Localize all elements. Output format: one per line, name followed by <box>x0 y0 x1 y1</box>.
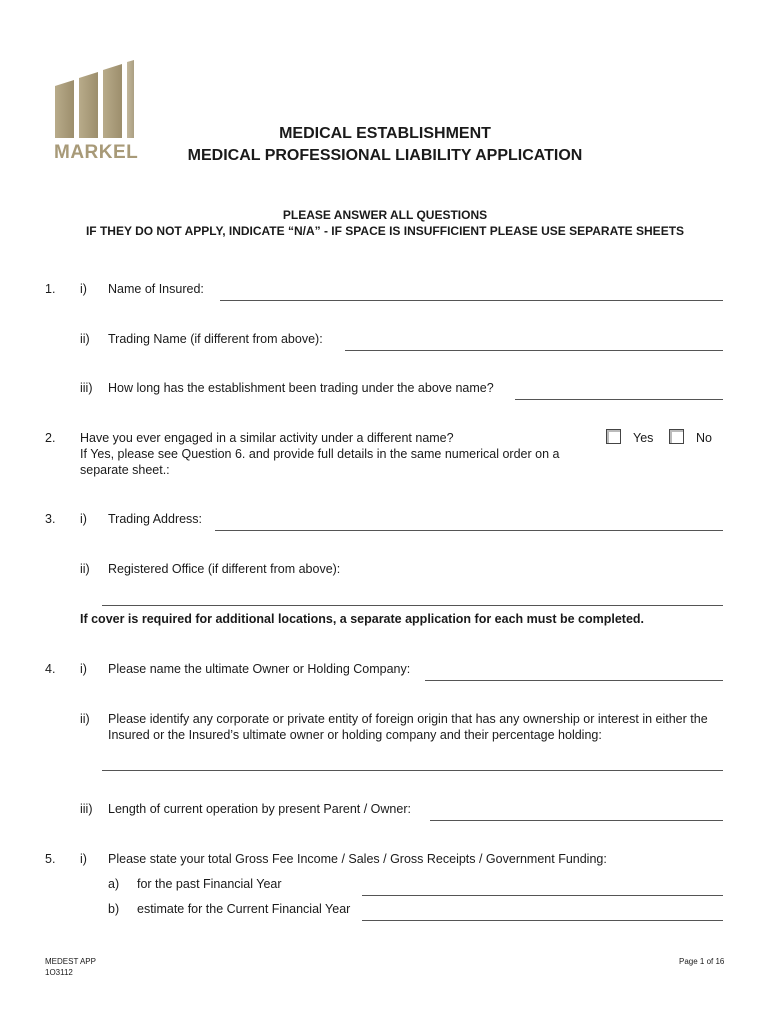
q4-ii-number: ii) <box>80 712 90 726</box>
q3-i-number: i) <box>80 512 87 526</box>
footer-code-2: 1O3112 <box>45 968 73 977</box>
q4-number: 4. <box>45 662 56 676</box>
q4-i-number: i) <box>80 662 87 676</box>
ultimate-owner-field[interactable] <box>425 680 723 681</box>
q5-b-label: estimate for the Current Financial Year <box>137 902 351 916</box>
page-number: Page 1 of 16 <box>679 957 725 966</box>
q4-i-label: Please name the ultimate Owner or Holding Company: <box>108 662 411 676</box>
q5-b-number: b) <box>108 902 120 916</box>
current-financial-year-field[interactable] <box>362 920 723 921</box>
trading-name-field[interactable] <box>345 350 723 351</box>
q2-no-label: No <box>696 431 712 445</box>
q2-line-2: If Yes, please see Question 6. and provide full details in the same numerical order on a <box>80 447 560 461</box>
q1-i-number: i) <box>80 282 87 296</box>
q4-iii-label: Length of current operation by present Parent / Owner: <box>108 802 411 816</box>
q1-number: 1. <box>45 282 56 296</box>
q4-ii-line-2: Insured or the Insured’s ultimate owner or holding company and their percentage holding: <box>108 728 602 742</box>
q2-yes-label: Yes <box>633 431 654 445</box>
q5-i-number: i) <box>80 852 87 866</box>
q5-number: 5. <box>45 852 56 866</box>
title-line-1: MEDICAL ESTABLISHMENT <box>279 125 491 142</box>
instructions-line-2: IF THEY DO NOT APPLY, INDICATE “N/A” - IF SPACE IS INSUFFICIENT PLEASE USE SEPARATE SHEETS <box>85 224 685 238</box>
q1-ii-number: ii) <box>80 332 90 346</box>
title-line-2: MEDICAL PROFESSIONAL LIABILITY APPLICATION <box>187 147 583 164</box>
registered-office-field[interactable] <box>102 605 723 606</box>
q2-line-3: separate sheet.: <box>80 463 170 477</box>
past-financial-year-field[interactable] <box>362 895 723 896</box>
q3-i-label: Trading Address: <box>108 512 203 526</box>
q3-ii-label: Registered Office (if different from above): <box>108 562 341 576</box>
q2-no-checkbox[interactable] <box>669 429 684 444</box>
q1-i-label: Name of Insured: <box>108 282 204 296</box>
foreign-entity-field[interactable] <box>102 770 723 771</box>
q3-ii-number: ii) <box>80 562 90 576</box>
q3-number: 3. <box>45 512 56 526</box>
operation-length-field[interactable] <box>430 820 723 821</box>
q2-yes-checkbox[interactable] <box>606 429 621 444</box>
q2-line-1: Have you ever engaged in a similar activity under a different name? <box>80 431 454 445</box>
instructions-line-1: PLEASE ANSWER ALL QUESTIONS <box>282 208 488 222</box>
q2-number: 2. <box>45 431 56 445</box>
name-of-insured-field[interactable] <box>220 300 723 301</box>
q5-a-number: a) <box>108 877 120 891</box>
q1-iii-label: How long has the establishment been trading under the above name? <box>108 381 494 395</box>
trading-duration-field[interactable] <box>515 399 723 400</box>
trading-address-field[interactable] <box>215 530 723 531</box>
q1-iii-number: iii) <box>80 381 93 395</box>
q4-ii-line-1: Please identify any corporate or private entity of foreign origin that has any ownership or interest in either the <box>108 712 708 726</box>
q5-i-label: Please state your total Gross Fee Income / Sales / Gross Receipts / Government Funding: <box>108 852 607 866</box>
q5-a-label: for the past Financial Year <box>137 877 282 891</box>
q3-additional-locations-note: If cover is required for additional locations, a separate application for each must be completed. <box>80 612 645 626</box>
markel-logo-text: MARKEL <box>54 142 139 163</box>
footer-code-1: MEDEST APP <box>45 957 96 966</box>
q1-ii-label: Trading Name (if different from above): <box>108 332 323 346</box>
q4-iii-number: iii) <box>80 802 93 816</box>
